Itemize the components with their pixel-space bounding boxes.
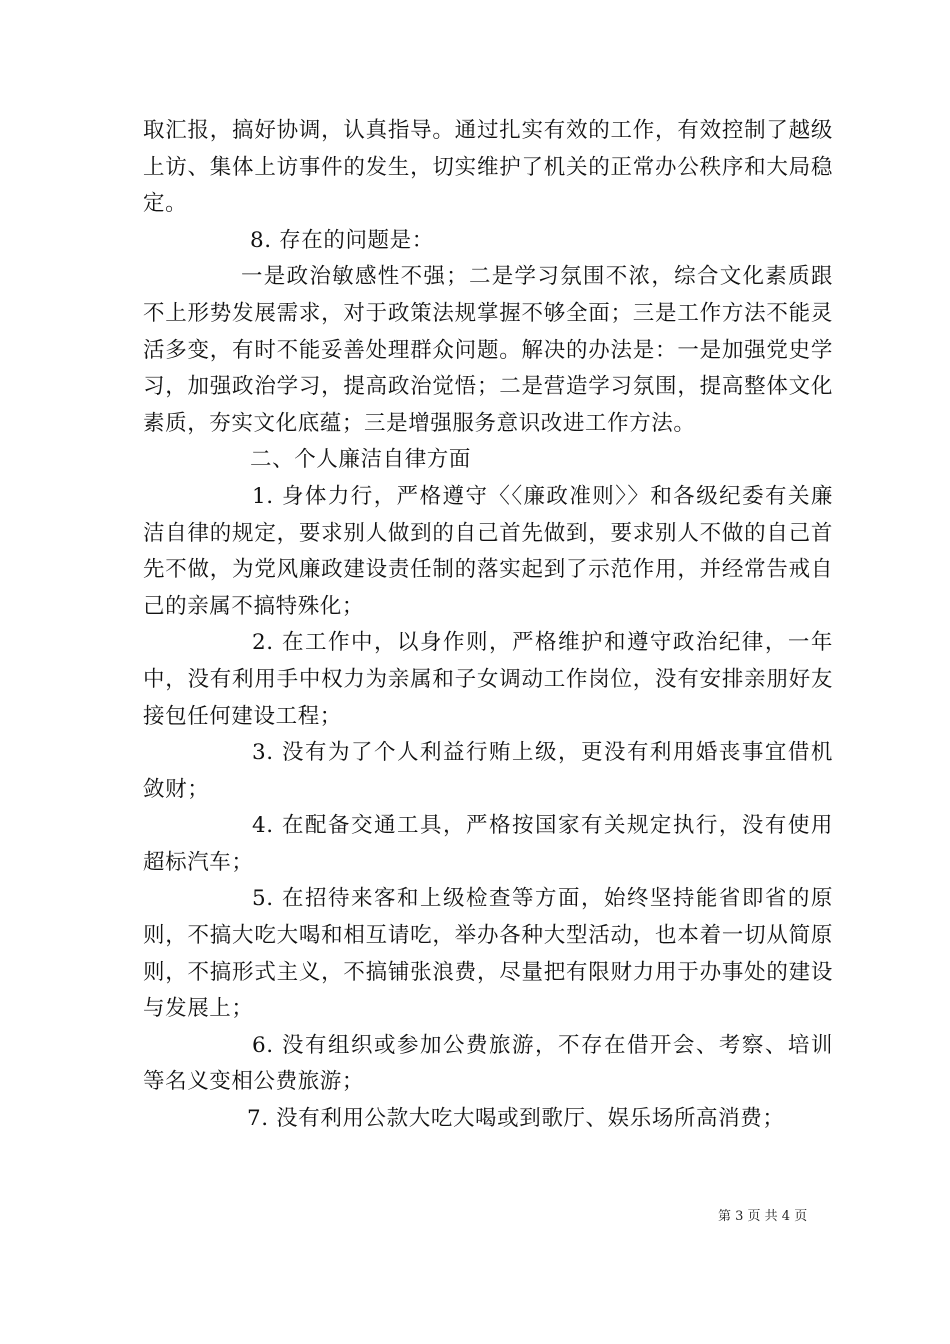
paragraph-problems: 一是政治敏感性不强；二是学习氛围不浓，综合文化素质跟不上形势发展需求，对于政策法规掌握不够全面；三是工作方法不能灵活多变，有时不能妥善处理群众问题。解决的办法是：一是加强党史学习，加强政治学习，提高政治觉悟；二是营造学习氛围，提高整体文化素质，夯实文化底蕴；三是增强服务意识改进工作方法。 (143, 264, 833, 436)
paragraph-item-6: 6. 没有组织或参加公费旅游，不存在借开会、考察、培训等名义变相公费旅游； (143, 1032, 833, 1095)
paragraph-item-3: 3. 没有为了个人利益行贿上级，更没有利用婚丧事宜借机敛财； (143, 740, 833, 802)
paragraph-continuation: 取汇报，搞好协调，认真指导。通过扎实有效的工作，有效控制了越级上访、集体上访事件的发生，切实维护了机关的正常办公秩序和大局稳定。 (143, 118, 833, 217)
paragraph-item-8-heading: 8. 存在的问题是： (250, 227, 434, 253)
paragraph-item-5: 5. 在招待来客和上级检查等方面，始终坚持能省即省的原则，不搞大吃大喝和相互请吃，举办各种大型活动，也本着一切从简原则，不搞形式主义，不搞铺张浪费，尽量把有限财力用于办事处的建设与发展上； (143, 886, 833, 1022)
page-number-footer: 第 3 页 共 4 页 (718, 1209, 808, 1224)
document-body (143, 113, 833, 1138)
paragraph-item-4: 4. 在配备交通工具，严格按国家有关规定执行，没有使用超标汽车； (143, 813, 833, 875)
paragraph-item-7: 7. 没有利用公款大吃大喝或到歌厅、娱乐场所高消费； (247, 1106, 785, 1132)
section-heading-integrity: 二、个人廉洁自律方面 (250, 447, 472, 473)
paragraph-item-1: 1. 身体力行，严格遵守〈〈廉政准则〉〉和各级纪委有关廉洁自律的规定，要求别人做到的自己首先做到，要求别人不做的自己首先不做，为党风廉政建设责任制的落实起到了示范作用，并经常告戒自己的亲属不搞特殊化； (143, 483, 833, 619)
paragraph-item-2: 2. 在工作中，以身作则，严格维护和遵守政治纪律，一年中，没有利用手中权力为亲属和子女调动工作岗位，没有安排亲朋好友接包任何建设工程； (143, 630, 833, 729)
